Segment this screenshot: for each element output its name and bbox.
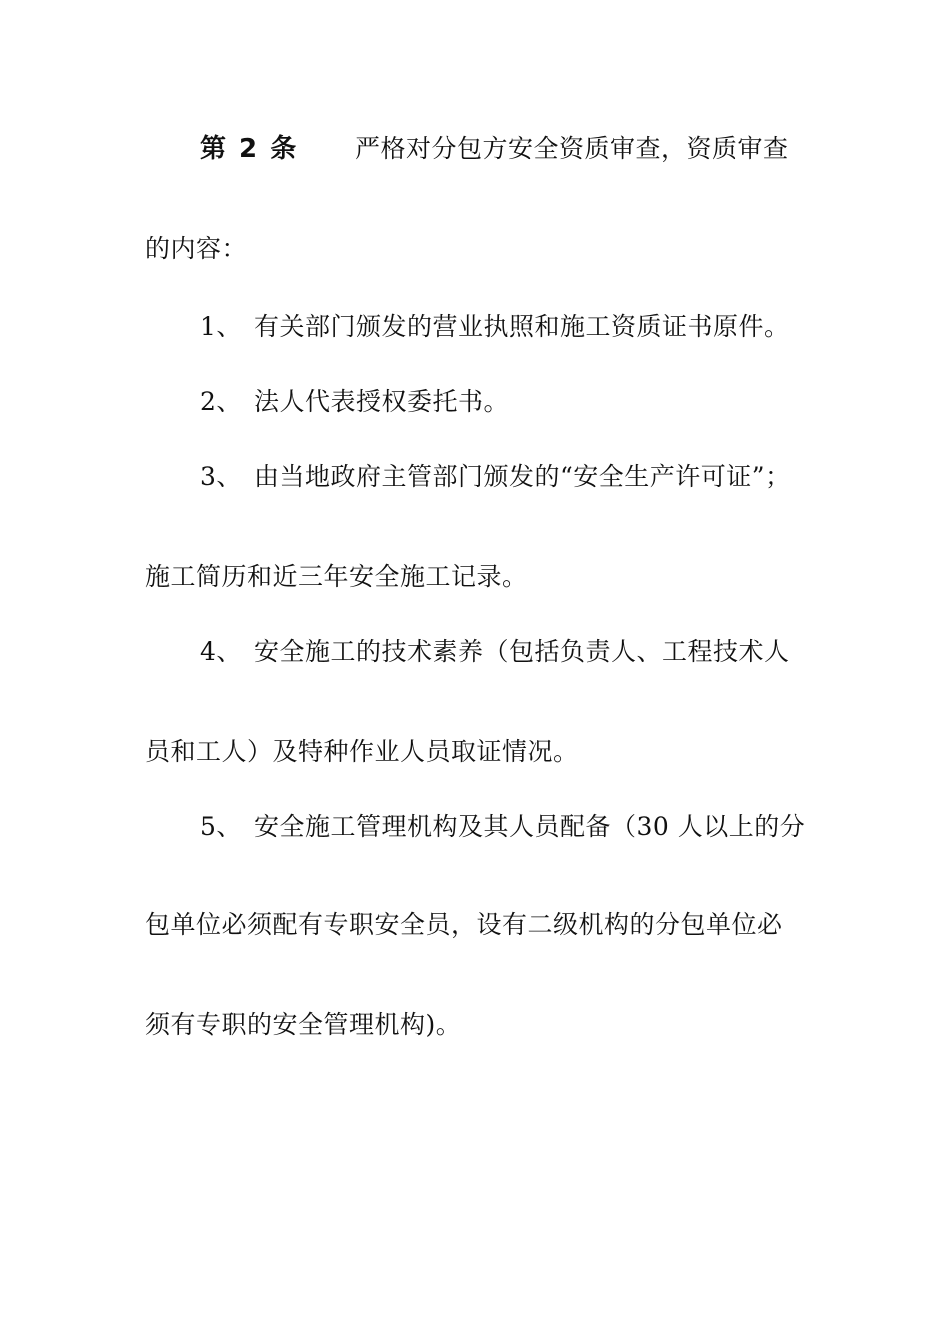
list-item-number: 2、: [200, 387, 242, 416]
list-item-4: [200, 635, 860, 669]
list-item-3: [200, 460, 860, 494]
list-item-text: 法人代表授权委托书。: [254, 387, 510, 416]
list-item-text: 安全施工管理机构及其人员配备（30 人以上的分: [254, 812, 806, 841]
list-item-4-continuation: 员和工人）及特种作业人员取证情况。: [145, 737, 579, 766]
list-item-text: 由当地政府主管部门颁发的“安全生产许可证”；: [254, 462, 791, 491]
article-heading: 严格对分包方安全资质审查，资质审查: [355, 134, 789, 163]
list-item-5: [200, 810, 860, 844]
list-item-3-continuation: 施工简历和近三年安全施工记录。: [145, 562, 528, 591]
list-item-number: 3、: [200, 462, 242, 491]
article-number: 第 2 条: [200, 134, 299, 164]
article-heading-continuation: 的内容：: [145, 234, 248, 263]
list-item-5-continuation-2: 须有专职的安全管理机构)。: [145, 1010, 462, 1039]
list-item-text: 有关部门颁发的营业执照和施工资质证书原件。: [254, 312, 790, 341]
list-item-number: 4、: [200, 637, 242, 666]
list-item-number: 1、: [200, 312, 242, 341]
list-item-5-continuation-1: 包单位必须配有专职安全员，设有二级机构的分包单位必: [145, 910, 783, 939]
list-item-number: 5、: [200, 812, 242, 841]
list-item-text: 安全施工的技术素养（包括负责人、工程技术人: [254, 637, 790, 666]
list-item-2: [200, 385, 860, 419]
list-item-1: [200, 310, 860, 344]
